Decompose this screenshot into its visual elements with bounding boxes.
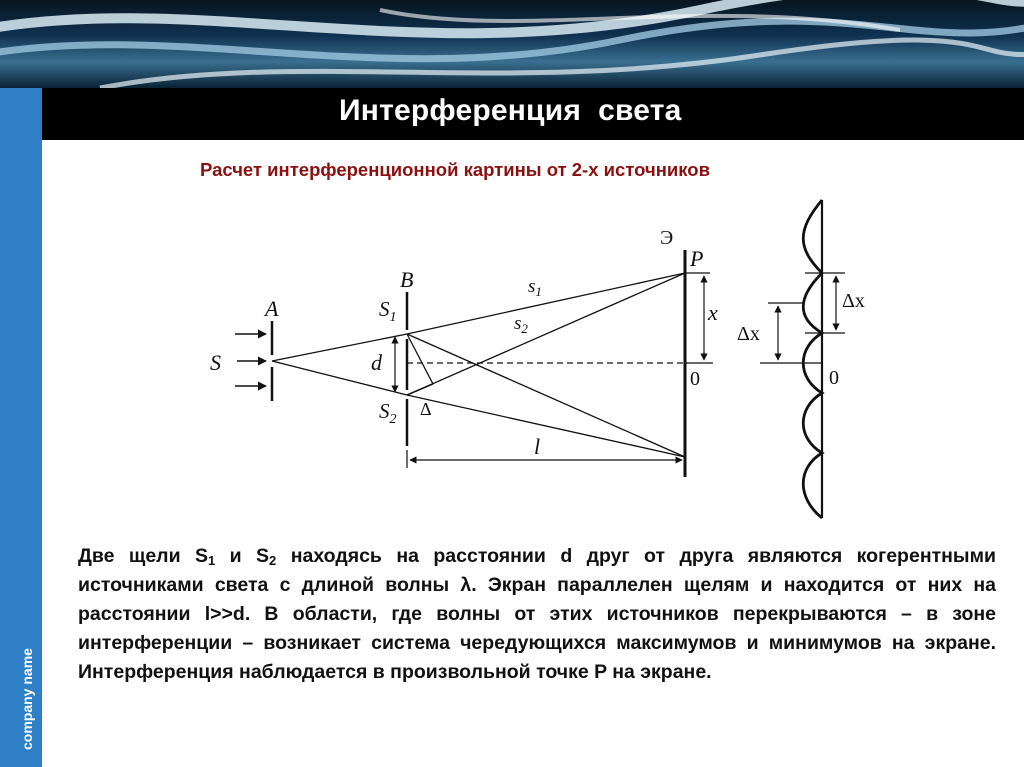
label-s2: $S_2$ [379, 399, 397, 427]
body-paragraph: Две щели $S_1$ и $S_2$ находясь на расстоянии d друг от друга являются когерентными источниками света с длиной волны λ. Экран параллелен щелям и находится от них на расстоянии l>>d. В области, где волны от этих источников перекрываются – в зоне интерференции – возникает система чередующихся максимумов и минимумов на экране. Интерференция наблюдается в произвольной точке P на экране. [78, 545, 996, 683]
l-dimension [407, 450, 682, 468]
incident-arrows [235, 334, 266, 386]
label-p: P [690, 246, 704, 271]
label-delta: Δ [420, 399, 432, 419]
label-b: B [400, 267, 414, 292]
interference-diagram [195, 195, 885, 525]
intensity-plot [760, 200, 845, 518]
label-s1: $S_1$ [379, 297, 397, 325]
label-a: A [265, 296, 279, 321]
label-zero-screen: 0 [690, 368, 700, 390]
label-dx-right: Δx [842, 290, 865, 312]
screen [685, 250, 713, 477]
subtitle: Расчет интерференционной картины от 2-х источников [200, 159, 710, 180]
label-d: d [371, 350, 382, 375]
company-name: company name [19, 648, 35, 750]
rays [272, 273, 685, 457]
label-s: S [210, 350, 221, 375]
header-banner-image [0, 0, 1024, 88]
label-x: x [708, 300, 718, 325]
label-s1-ray: $s_1$ [528, 276, 542, 299]
label-screen: Э [660, 227, 674, 249]
label-dx-left: Δx [737, 323, 760, 345]
label-s2-ray: $s_2$ [514, 313, 528, 336]
label-zero-plot: 0 [829, 367, 839, 389]
label-l: l [534, 434, 541, 459]
page-title: Интерференция света [339, 94, 682, 127]
